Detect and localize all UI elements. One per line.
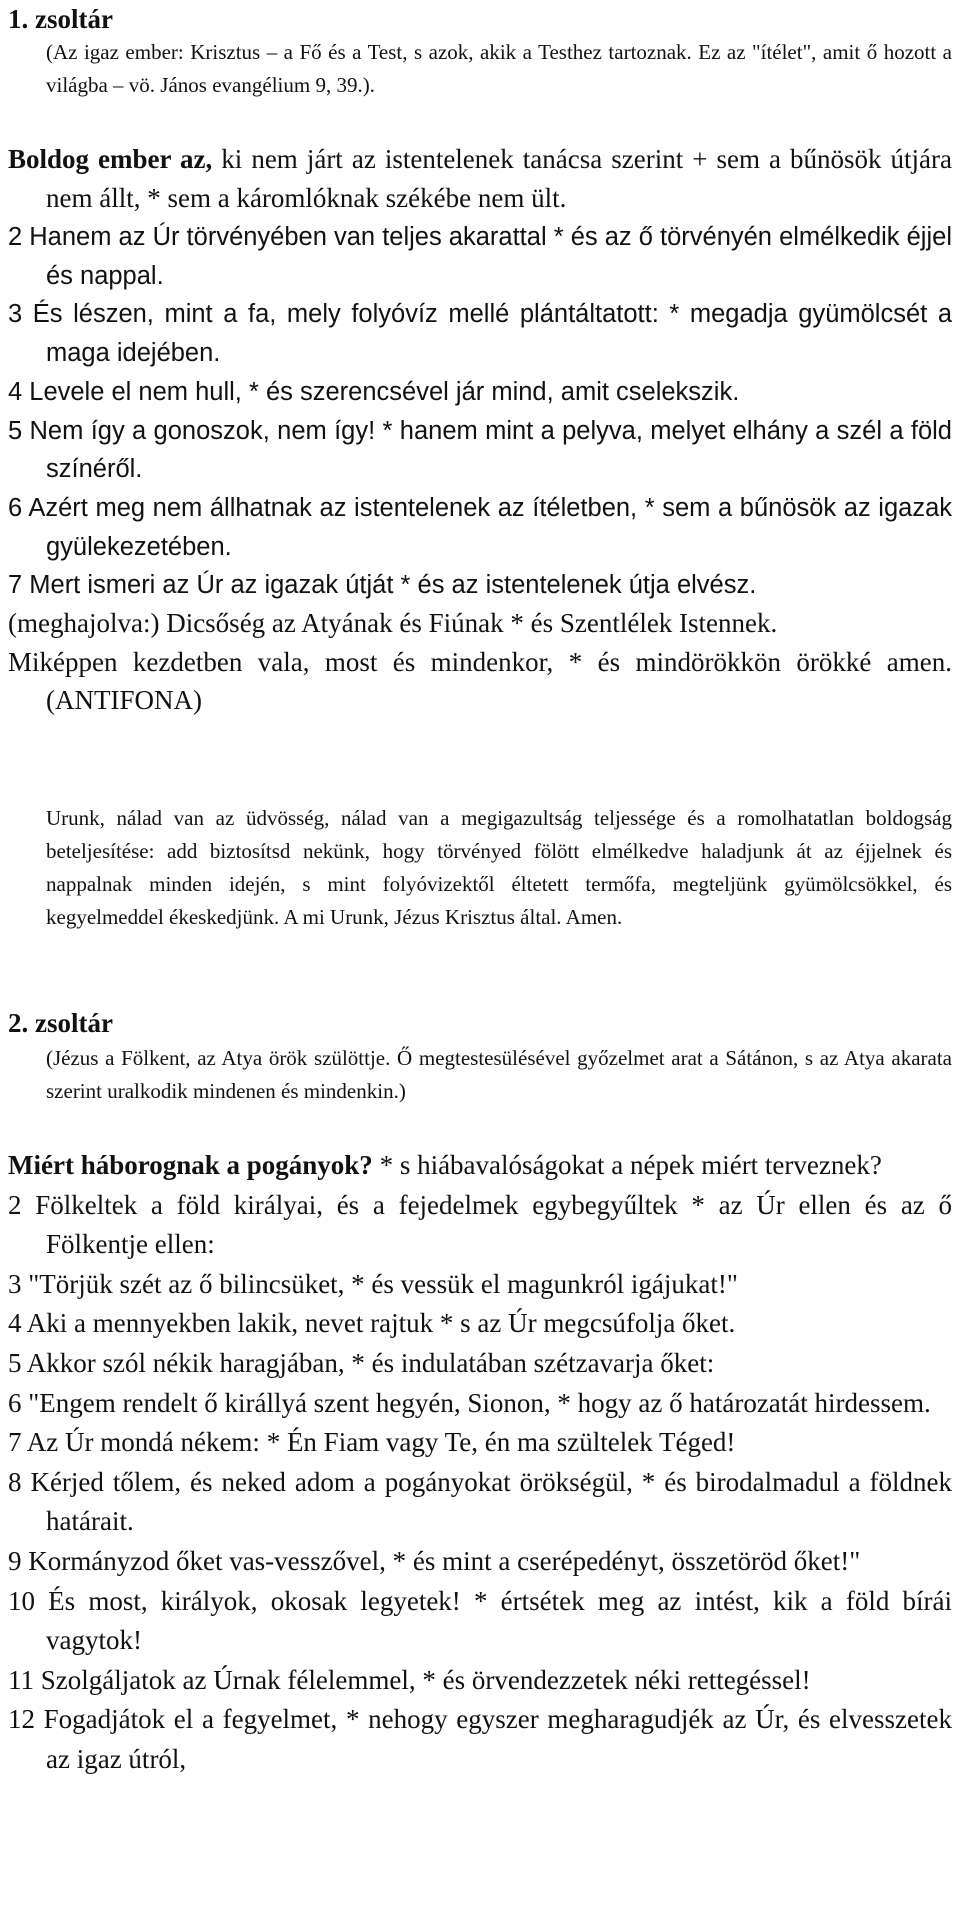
psalm-1-verse-1-text: ki nem járt az istentelenek tanácsa szerint + sem a bűnösök útjára nem állt, * sem a káromlóknak székébe nem ült. — [46, 144, 953, 213]
psalm-2-verse-12: 12 Fogadjátok el a fegyelmet, * nehogy egyszer megharagudjék az Úr, és elvesszetek az igaz útról, — [8, 1704, 952, 1774]
psalm-2-title: 2. zsoltár — [8, 1008, 113, 1038]
psalm-2-verse-1-lead: Miért háborognak a pogányok? — [8, 1150, 373, 1180]
psalm-1-intro: (Az igaz ember: Krisztus – a Fő és a Test, s azok, akik a Testhez tartoznak. Ez az "ítélet", amit ő hozott a világba – vö. János evangélium 9, 39.). — [46, 40, 952, 97]
psalm-2-verses — [8, 1146, 952, 1780]
doxology-line-1: (meghajolva:) Dicsőség az Atyának és Fiúnak * és Szentlélek Istennek. — [8, 608, 778, 638]
psalm-2-verse-6: 6 "Engem rendelt ő királlyá szent hegyén, Sionon, * hogy az ő határozatát hirdessem. — [8, 1387, 931, 1418]
psalm-2-verse-9: 9 Kormányzod őket vas-vesszővel, * és mint a cserépedényt, összetöröd őket!" — [8, 1545, 861, 1576]
psalm-1-verse-2: 2 Hanem az Úr törvényében van teljes akarattal * és az ő törvényén elmélkedik éjjel és nappal. — [8, 223, 952, 290]
psalm-2-verse-5: 5 Akkor szól nékik haragjában, * és indulatában szétzavarja őket: — [8, 1347, 715, 1378]
psalm-1-title: 1. zsoltár — [8, 4, 113, 34]
psalm-2-verse-1-text: * s hiábavalóságokat a népek miért terveznek? — [372, 1150, 882, 1180]
psalm-1-verse-5: 5 Nem így a gonoszok, nem így! * hanem mint a pelyva, melyet elhány a szél a föld színéről. — [8, 416, 952, 484]
psalm-2-verse-10: 10 És most, királyok, okosak legyetek! * értsétek meg az intést, kik a föld bírái vagytok! — [8, 1585, 952, 1656]
psalm-1-verses — [8, 140, 952, 217]
psalm-1-verse-6: 6 Azért meg nem állhatnak az istentelenek az ítéletben, * sem a bűnösök az igazak gyülekezetében. — [8, 493, 952, 561]
psalm-2-verse-11: 11 Szolgáljatok az Úrnak félelemmel, * és örvendezzetek néki rettegéssel! — [8, 1664, 811, 1695]
psalm-1-verse-4: 4 Levele el nem hull, * és szerencsével jár mind, amit cselekszik. — [8, 377, 740, 406]
psalm-2-verse-4: 4 Aki a mennyekben lakik, nevet rajtuk * s az Úr megcsúfolja őket. — [8, 1308, 736, 1339]
psalm-1-verse-7: 7 Mert ismeri az Úr az igazak útját * és az istentelenek útja elvész. — [8, 571, 757, 600]
psalm-2-verse-8: 8 Kérjed tőlem, és neked adom a pogányokat örökségül, * és birodalmadul a földnek határait. — [8, 1466, 952, 1537]
psalm-2-verse-3: 3 "Törjük szét az ő bilincsüket, * és vessük el magunkról igájukat!" — [8, 1268, 738, 1299]
psalm-1-sans-verses — [8, 218, 952, 605]
psalm-1-doxology — [8, 604, 952, 720]
psalm-2-verse-1 — [8, 1146, 952, 1186]
psalm-1-verse-1 — [8, 140, 952, 217]
psalm-2-verse-2: 2 Fölkeltek a föld királyai, és a fejedelmek egybegyűltek * az Úr ellen és az ő Fölkentje ellen: — [8, 1189, 952, 1260]
psalm-1-verse-3: 3 És lészen, mint a fa, mely folyóvíz mellé plántáltatott: * megadja gyümölcsét a maga idejében. — [8, 300, 952, 368]
psalm-1-verse-1-lead: Boldog ember az, — [8, 144, 213, 174]
psalm-2-intro: (Jézus a Fölkent, az Atya örök szülöttje. Ő megtestesülésével győzelmet arat a Sátánon, s az Atya akarata szerint uralkodik mindenen és mindenkin.) — [46, 1046, 952, 1103]
doxology-line-2: Miképpen kezdetben vala, most és mindenkor, * és mindörökkön örökké amen. (ANTIFONA) — [8, 646, 952, 716]
psalm-1-prayer: Urunk, nálad van az üdvösség, nálad van a megigazultság teljessége és a romolhatatlan boldogság beteljesítése: add biztosítsd nekünk, hogy törvényed fölött elmélkedve haladjunk át az éjjelnek és nappalnak minden idején, s mint folyóvizektől éltetett termőfa, megteljünk gyümölcsökkel, és kegyelmeddel ékeskedjünk. A mi Urunk, Jézus Krisztus által. Amen. — [46, 806, 952, 929]
psalm-2-verse-7: 7 Az Úr mondá nékem: * Én Fiam vagy Te, én ma szültelek Téged! — [8, 1427, 736, 1458]
